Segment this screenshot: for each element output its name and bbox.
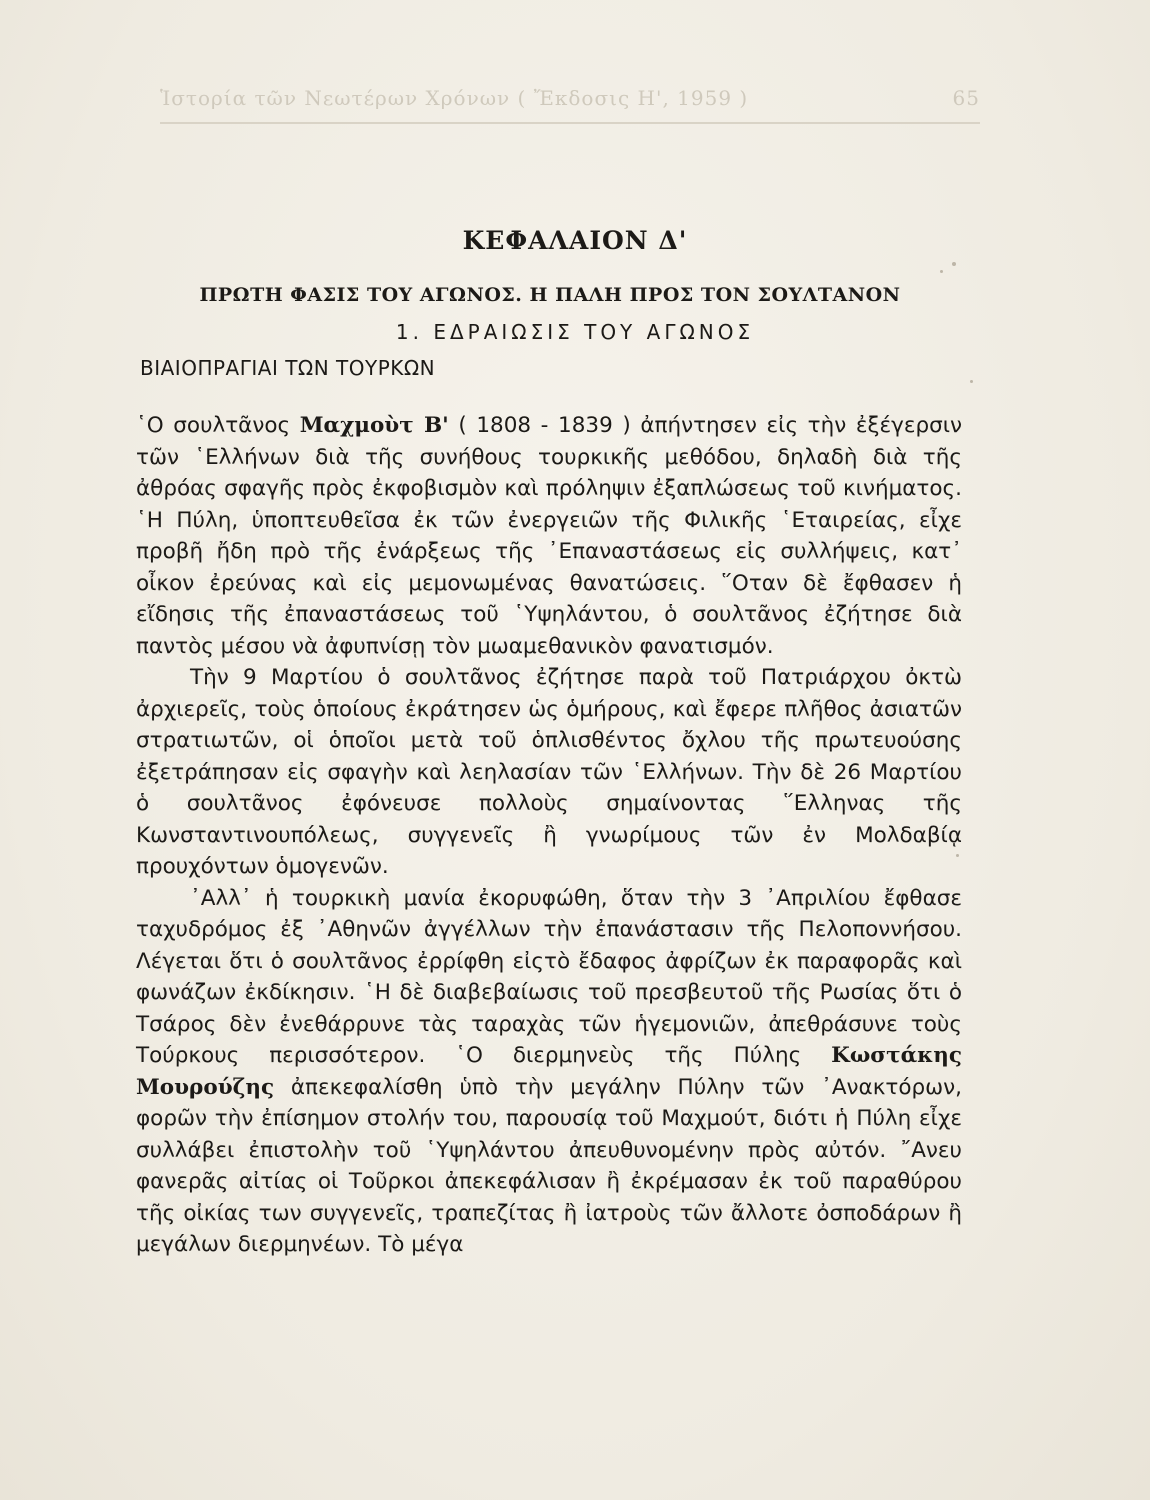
body-text (136, 410, 962, 1261)
paragraph-3-rest: ἀπεκεφαλίσθη ὑπὸ τὴν μεγάλην Πύλην τῶν ᾿Ανακτόρων, φορῶν τὴν ἐπίσημον στολήν του, παρουσίᾳ τοῦ Μαχμούτ, διότι ἡ Πύλη εἶχε συλλάβει ἐπιστολὴν τοῦ ῾Υψηλάντου ἀπευθυνομένην πρὸς αὐτόν. ῎Ανευ φανερᾶς αἰτίας οἱ Τοῦρκοι ἀπεκεφάλισαν ἢ ἐκρέμασαν ἐκ τοῦ παραθύρου τῆς οἰκίας των συγγενεῖς, τραπεζίτας ἢ ἰατροὺς τῶν ἄλλοτε ὀσποδάρων ἢ μεγάλων διερμηνέων. Τὸ μέγα (136, 1074, 962, 1257)
subsection-title: 1. ΕΔΡΑΙΩΣΙΣ ΤΟΥ ΑΓΩΝΟΣ (395, 320, 755, 344)
bleed-through-page-number: 65 (952, 86, 980, 110)
paragraph-3-start: ᾿Αλλ᾿ ἡ τουρκικὴ μανία ἐκορυφώθη, ὅταν τὴν 3 ᾿Απριλίου ἔφθασε ταχυδρόμος ἐξ ᾿Αθηνῶν ἀγγέλλων τὴν ἐπανάστασιν τῆς Πελοποννήσου. Λέγεται ὅτι ὁ σουλτᾶνος ἐρρίφθη εἰςτὸ ἔδαφος ἀφρίζων ἐκ παραφορᾶς καὶ φωνάζων ἐκδίκησιν. ῾Η δὲ διαβεβαίωσις τοῦ πρεσβευτοῦ τῆς Ρωσίας ὅτι ὁ Τσάρος δὲν ἐνεθάρρυνε τὰς ταραχὰς τῶν ἡγεμονιῶν, ἀπεθράσυνε τοὺς Τούρκους περισσότερον. ῾Ο διερμηνεὺς τῆς Πύλης (136, 885, 962, 1068)
subheading: ΒΙΑΙΟΠΡΑΓΙΑΙ ΤΩΝ ΤΟΥΡΚΩΝ (140, 356, 436, 380)
chapter-title: ΚΕΦΑΛΑΙΟΝ Δ' (462, 226, 688, 255)
person-name-mourouzis: Κωστάκης Μουρούζης (136, 1043, 962, 1100)
header-rule (160, 122, 980, 124)
speck (970, 380, 973, 383)
paragraph-1-rest: ( 1808 - 1839 ) ἀπήντησεν εἰς τὴν ἐξέγερσιν τῶν ῾Ελλήνων διὰ τῆς συνήθους τουρκικῆς μεθόδου, δηλαδὴ διὰ τῆς ἀθρόας σφαγῆς πρὸς ἐκφοβισμὸν καὶ πρόληψιν ἐξαπλώσεως τοῦ κινήματος. ῾Η Πύλη, ὑποπτευθεῖσα ἐκ τῶν ἐνεργειῶν τῆς Φιλικῆς ῾Εταιρείας, εἶχε προβῆ ἤδη πρὸ τῆς ἐνάρξεως τῆς ᾿Επαναστάσεως εἰς συλλήψεις, κατ᾿ οἶκον ἐρεύνας καὶ εἰς μεμονωμένας θανατώσεις. ῞Οταν δὲ ἔφθασεν ἡ εἴδησις τῆς ἐπαναστάσεως τοῦ ῾Υψηλάντου, ὁ σουλτᾶνος ἐζήτησε διὰ παντὸς μέσου νὰ ἀφυπνίσῃ τὸν μωαμεθανικὸν φανατισμόν. (136, 413, 962, 659)
speck (956, 854, 959, 857)
bleed-through-header (160, 86, 980, 110)
speck (940, 270, 943, 273)
section-title: ΠΡΩΤΗ ΦΑΣΙΣ ΤΟΥ ΑΓΩΝΟΣ. Η ΠΑΛΗ ΠΡΟΣ ΤΟΝ ΣΟΥΛΤΑΝΟΝ (199, 284, 901, 306)
paragraph-1 (136, 410, 962, 662)
person-name-mahmud: Μαχμοὺτ Β' (299, 413, 449, 438)
paragraph-3 (136, 883, 962, 1261)
paragraph-1-start: ῾Ο σουλτᾶνος (136, 413, 300, 438)
bleed-through-running-title: Ἱστορία τῶν Νεωτέρων Χρόνων ( Ἔκδοσις Η', 1959 ) (160, 86, 749, 110)
paragraph-2: Τὴν 9 Μαρτίου ὁ σουλτᾶνος ἐζήτησε παρὰ τοῦ Πατριάρχου ὀκτὼ ἀρχιερεῖς, τοὺς ὁποίους ἐκράτησεν ὡς ὁμήρους, καὶ ἔφερε πλῆθος ἀσιατῶν στρατιωτῶν, οἱ ὁποῖοι μετὰ τοῦ ὁπλισθέντος ὄχλου τῆς πρωτευούσης ἐξετράπησαν εἰς σφαγὴν καὶ λεηλασίαν τῶν ῾Ελλήνων. Τὴν δὲ 26 Μαρτίου ὁ σουλτᾶνος ἐφόνευσε πολλοὺς σημαίνοντας ῞Ελληνας τῆς Κωνσταντινουπόλεως, συγγενεῖς ἢ γνωρίμους τῶν ἐν Μολδαβίᾳ προυχόντων ὁμογενῶν. (136, 665, 962, 879)
speck (952, 262, 956, 266)
